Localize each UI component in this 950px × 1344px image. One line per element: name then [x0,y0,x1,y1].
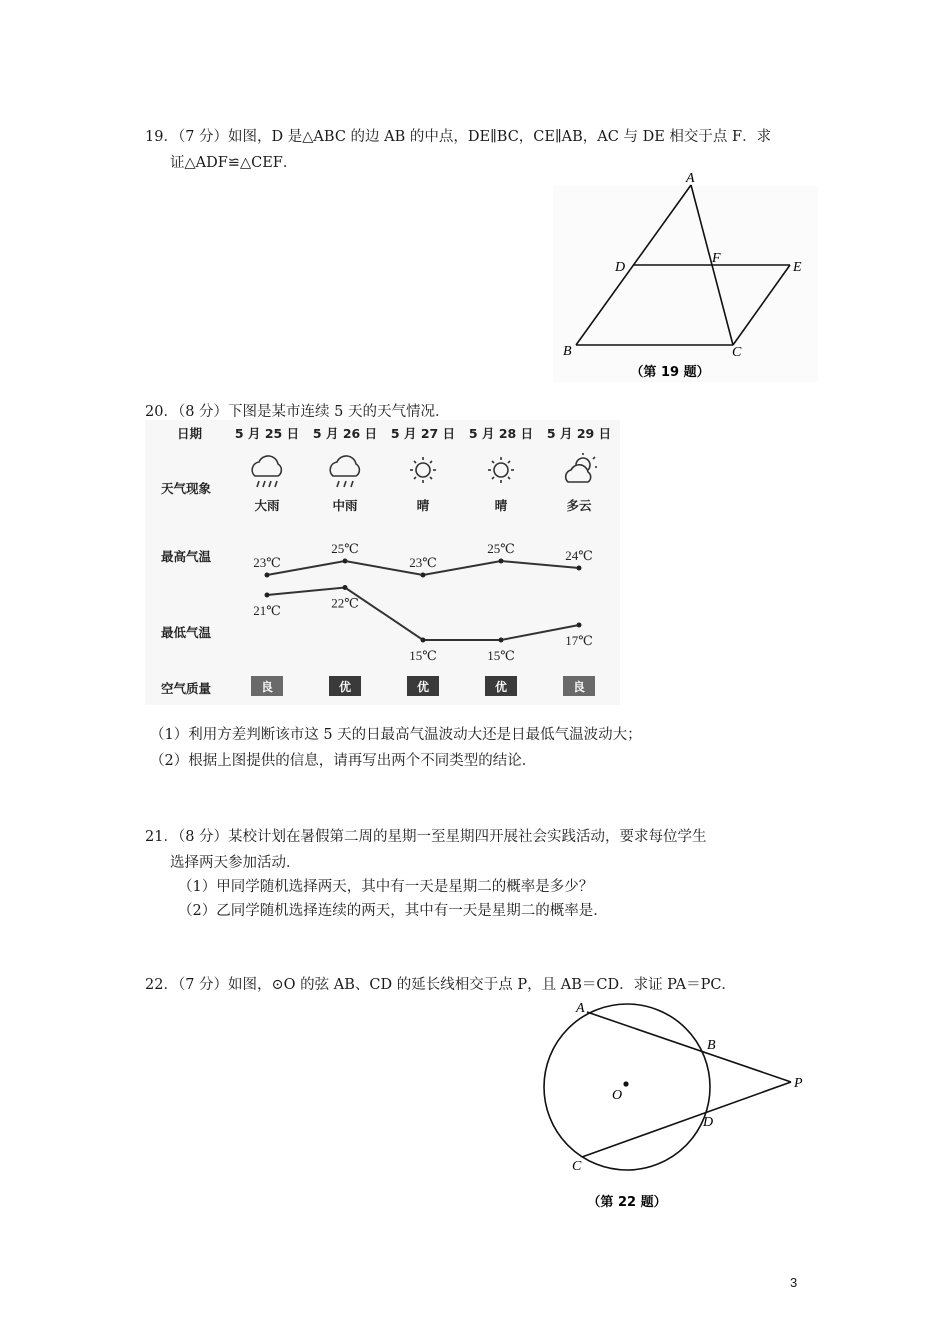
high-temp-label: 23℃ [253,555,281,570]
air-quality-day-5: 良 [572,680,586,694]
weather-table-background [145,420,620,705]
label-e: E [793,260,802,275]
q19-line1: 19．（7 分）如图，D 是△ABC 的边 AB 的中点，DE∥BC，CE∥AB，AC 与 DE 相交于点 F．求 [145,129,772,145]
low-temp-label: 17℃ [565,633,593,648]
low-temp-label: 21℃ [253,603,281,618]
q21-sub2: （2）乙同学随机选择连续的两天，其中有一天是星期二的概率是． [178,903,608,919]
figure-background [553,186,818,382]
weather-day-4: 晴 [494,498,508,513]
high-temp-point [577,566,582,571]
q21-line2: 选择两天参加活动． [170,855,301,871]
label-a: A [576,1001,585,1016]
q22-caption: （第 22 题） [587,1195,667,1210]
high-temp-point [499,559,504,564]
date-day-5: 5 月 29 日 [546,426,612,441]
circle-o [544,1004,710,1170]
weather-day-2: 中雨 [332,498,358,513]
q21-line1: 21．（8 分）某校计划在暑假第二周的星期一至星期四开展社会实践活动，要求每位学生 [145,829,707,845]
q19-line2: 证△ADF≌△CEF． [170,155,298,171]
q20-sub2: （2）根据上图提供的信息，请再写出两个不同类型的结论． [150,753,537,769]
low-temp-point [421,638,426,643]
q20-line1: 20．（8 分）下图是某市连续 5 天的天气情况． [145,404,450,420]
date-day-1: 5 月 25 日 [234,426,300,441]
label-b: B [563,344,572,359]
low-temp-point [265,593,270,598]
row-label-weather: 天气现象 [161,481,212,496]
label-c: C [732,345,742,360]
high-temp-label: 25℃ [487,541,515,556]
page-number: 3 [790,1275,798,1290]
low-temp-point [343,585,348,590]
center-point [623,1081,628,1086]
high-temp-point [343,559,348,564]
high-temp-point [421,573,426,578]
row-label-date: 日期 [177,426,203,441]
label-d: D [703,1115,714,1130]
date-day-3: 5 月 27 日 [390,426,456,441]
weather-day-5: 多云 [566,498,592,513]
high-temp-label: 23℃ [409,555,437,570]
air-quality-day-1: 良 [260,680,274,694]
label-o: O [612,1088,623,1103]
label-p: P [794,1076,803,1091]
low-temp-point [499,638,504,643]
weather-day-1: 大雨 [254,498,280,513]
line-ap [587,1012,791,1082]
air-quality-day-2: 优 [338,680,352,694]
weather-day-3: 晴 [416,498,430,513]
high-temp-point [265,573,270,578]
low-temp-label: 22℃ [331,595,359,611]
high-temp-label: 24℃ [565,548,593,563]
low-temp-label: 15℃ [487,648,515,663]
q21-sub1: （1）甲同学随机选择两天，其中有一天是星期二的概率是多少？ [178,879,594,895]
label-d: D [615,260,626,275]
low-temp-point [577,623,582,628]
q20-sub1: （1）利用方差判断该市这 5 天的日最高气温波动大还是日最低气温波动大； [150,727,642,743]
air-quality-day-3: 优 [416,680,430,694]
row-label-low: 最低气温 [161,625,212,640]
row-label-high: 最高气温 [161,549,212,564]
q19-caption: （第 19 题） [630,365,710,380]
label-c: C [572,1159,582,1174]
date-day-2: 5 月 26 日 [312,426,378,441]
row-label-air: 空气质量 [161,681,212,696]
q22-line1: 22．（7 分）如图，⊙O 的弦 AB、CD 的延长线相交于点 P，且 AB＝CD．求证 PA＝PC． [145,977,736,993]
air-quality-day-4: 优 [494,680,508,694]
low-temp-label: 15℃ [409,648,437,663]
weather-table [145,420,620,705]
q22-figure [535,995,820,1215]
high-temp-label: 25℃ [331,541,359,556]
q19-figure [545,168,820,386]
label-f: F [712,251,721,266]
label-a: A [686,171,695,186]
label-b: B [707,1038,716,1053]
date-day-4: 5 月 28 日 [468,426,534,441]
